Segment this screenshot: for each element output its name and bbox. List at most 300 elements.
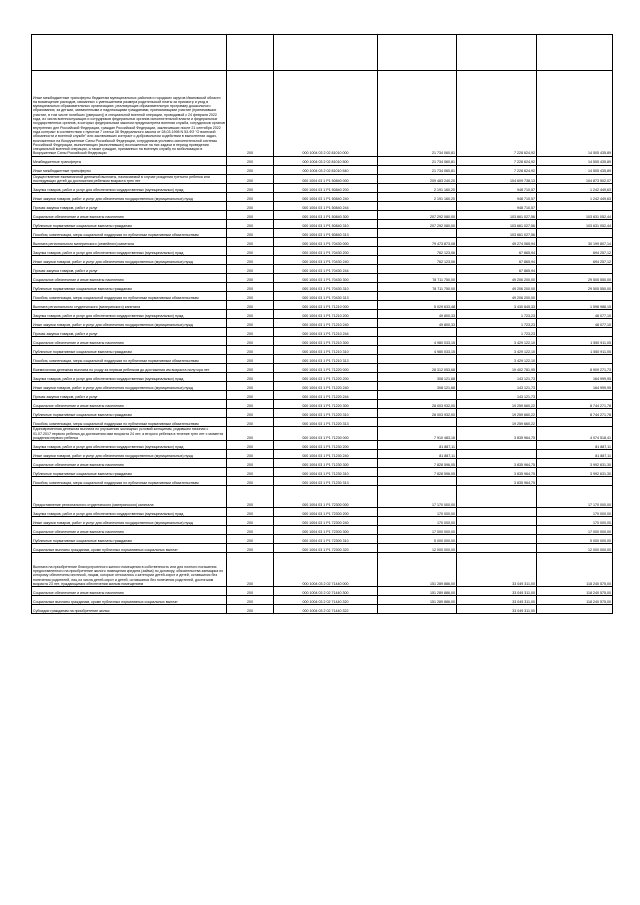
row-executed-cell: 948 710,57	[457, 202, 537, 211]
row-name-cell: Иные закупки товаров, работ и услуг для обеспечения государственных (муниципальных) нужд	[32, 193, 227, 202]
row-approved-cell: 2 191 160,20	[378, 193, 457, 202]
table-row	[32, 526, 613, 535]
table-row	[32, 517, 613, 526]
row-approved-cell: 49 800,33	[378, 310, 457, 319]
row-name-cell: Выплата регионального материнского (семейного) капитала	[32, 238, 227, 247]
row-subsection-cell: 200	[227, 391, 274, 400]
row-remaining-cell: 103 631 052,44	[537, 211, 613, 220]
row-remaining-cell	[537, 391, 613, 400]
row-approved-cell: 81 887,11	[378, 450, 457, 459]
row-subsection-cell: 200	[227, 596, 274, 605]
row-subsection-cell: 200	[227, 238, 274, 247]
row-name-cell: Прочая закупка товаров, работ и услуг	[32, 202, 227, 211]
row-executed-cell	[457, 486, 537, 508]
row-code-cell: 000 1004 03 1 P1 70430 244	[274, 265, 378, 274]
row-subsection-cell: 200	[227, 292, 274, 301]
row-executed-cell: 103 661 027,56	[457, 220, 537, 229]
row-subsection-cell: 200	[227, 373, 274, 382]
row-remaining-cell: 170 000,00	[537, 517, 613, 526]
row-remaining-cell: 17 000 000,00	[537, 526, 613, 535]
row-approved-cell: 151 289 886,00	[378, 596, 457, 605]
row-executed-cell: 3 835 964,75	[457, 477, 537, 486]
row-executed-cell: 3 429 122,10	[457, 355, 537, 364]
row-subsection-cell: 200	[227, 319, 274, 328]
row-subsection-cell: 200	[227, 174, 274, 184]
row-approved-cell: 151 289 886,00	[378, 587, 457, 596]
row-subsection-cell: 200	[227, 337, 274, 346]
budget-table	[31, 34, 613, 614]
row-executed-cell	[457, 526, 537, 535]
table-row	[32, 400, 613, 409]
table-row	[32, 391, 613, 400]
row-remaining-cell: 1 550 911,05	[537, 346, 613, 355]
row-name-cell: Социальное обеспечение и иные выплаты населению	[32, 400, 227, 409]
row-remaining-cell	[537, 605, 613, 614]
row-remaining-cell: 5 000 000,00	[537, 535, 613, 544]
row-subsection-cell: 200	[227, 220, 274, 229]
row-executed-cell: 3 835 964,75	[457, 468, 537, 477]
row-approved-cell: 79 473 873,08	[378, 238, 457, 247]
row-executed-cell	[457, 450, 537, 459]
row-executed-cell: 1 723,23	[457, 328, 537, 337]
row-code-cell: 000 1004 03 1 P1 50840 313	[274, 229, 378, 238]
row-name-cell: Публичные нормативные социальные выплаты гражданам	[32, 409, 227, 418]
row-executed-cell	[457, 508, 537, 517]
row-code-cell: 000 1004 03 1 P1 71230 240	[274, 450, 378, 459]
row-remaining-cell: 14 505 435,89	[537, 156, 613, 165]
row-subsection-cell: 200	[227, 328, 274, 337]
row-code-cell: 000 1004 03 1 P1 70430 300	[274, 274, 378, 283]
row-name-cell: Публичные нормативные социальные выплаты гражданам	[32, 283, 227, 292]
row-executed-cell: 948 710,57	[457, 184, 537, 193]
row-approved-cell: 21 734 060,81	[378, 71, 457, 157]
row-approved-cell: 28 312 053,68	[378, 364, 457, 373]
row-remaining-cell: 81 887,11	[537, 441, 613, 450]
row-approved-cell: 5 029 633,48	[378, 301, 457, 310]
table-row	[32, 418, 613, 427]
row-code-cell: 000 1004 03 1 P1 70430 310	[274, 283, 378, 292]
row-name-cell: Пособия, компенсации, меры социальной поддержки по публичным нормативным обязательствам	[32, 292, 227, 301]
row-code-cell: 000 1004 03 1 P1 70430 313	[274, 292, 378, 301]
row-code-cell: 000 1004 03 1 P1 72300 240	[274, 517, 378, 526]
spacer-cell	[537, 35, 613, 71]
table-row	[32, 605, 613, 614]
spacer-cell	[457, 35, 537, 71]
row-executed-cell	[457, 544, 537, 553]
row-subsection-cell: 200	[227, 605, 274, 614]
row-subsection-cell: 200	[227, 427, 274, 441]
row-subsection-cell: 200	[227, 382, 274, 391]
row-code-cell: 000 1004 03 1 P1 71220 200	[274, 373, 378, 382]
row-subsection-cell: 200	[227, 274, 274, 283]
row-executed-cell: 1 723,23	[457, 319, 537, 328]
table-row	[32, 553, 613, 587]
table-row	[32, 165, 613, 174]
row-approved-cell: 151 289 886,00	[378, 553, 457, 587]
row-name-cell: Социальное обеспечение и иные выплаты населению	[32, 211, 227, 220]
row-name-cell: Единовременная денежная выплата по улучшению жилищных условий женщинам, родившим начиная с 01.07.2017 первого ребенка до достижения ими возраста 24 лет, а второго ребенка в течение трех лет с момента рождения первого ребенка	[32, 427, 227, 441]
row-remaining-cell	[537, 477, 613, 486]
row-name-cell: Иные закупки товаров, работ и услуг для обеспечения государственных (муниципальных) нужд	[32, 319, 227, 328]
row-name-cell: Социальные выплаты гражданам, кроме публичных нормативных социальных выплат	[32, 544, 227, 553]
row-name-cell: Пособия, компенсации, меры социальной поддержки по публичным нормативным обязательствам	[32, 418, 227, 427]
row-remaining-cell	[537, 418, 613, 427]
row-approved-cell	[378, 477, 457, 486]
row-executed-cell: 67 865,94	[457, 256, 537, 265]
row-subsection-cell: 200	[227, 477, 274, 486]
row-subsection-cell: 200	[227, 301, 274, 310]
row-approved-cell: 207 292 080,00	[378, 220, 457, 229]
table-row	[32, 364, 613, 373]
row-code-cell: 000 1004 03 1 P1 71220 240	[274, 382, 378, 391]
row-code-cell: 000 1004 03 1 P1 71230 313	[274, 477, 378, 486]
row-approved-cell: 5 000 000,00	[378, 535, 457, 544]
row-name-cell: Прочая закупка товаров, работ и услуг	[32, 265, 227, 274]
row-code-cell: 000 1004 03 1 P1 71230 000	[274, 427, 378, 441]
row-code-cell: 000 1004 03 1 P1 50840 244	[274, 202, 378, 211]
row-code-cell: 000 1004 03 1 P1 71210 200	[274, 310, 378, 319]
row-remaining-cell: 1 550 911,05	[537, 337, 613, 346]
row-executed-cell: 33 049 311,00	[457, 596, 537, 605]
row-executed-cell: 104 609 738,13	[457, 174, 537, 184]
row-subsection-cell: 200	[227, 459, 274, 468]
row-approved-cell	[378, 292, 457, 301]
row-approved-cell	[378, 265, 457, 274]
row-code-cell: 000 1004 03 1 P1 71220 000	[274, 364, 378, 373]
row-executed-cell: 7 228 624,92	[457, 165, 537, 174]
table-row	[32, 184, 613, 193]
row-remaining-cell: 103 631 052,44	[537, 220, 613, 229]
row-code-cell: 000 1004 03 1 P1 70430 240	[274, 256, 378, 265]
row-remaining-cell: 12 000 000,00	[537, 544, 613, 553]
row-remaining-cell: 694 257,12	[537, 247, 613, 256]
row-executed-cell	[457, 517, 537, 526]
row-code-cell: 000 1004 03 1 P1 50840 310	[274, 220, 378, 229]
row-code-cell: 000 1004 03 1 P1 50840 200	[274, 184, 378, 193]
row-approved-cell	[378, 229, 457, 238]
row-approved-cell: 7 828 596,05	[378, 468, 457, 477]
row-name-cell: Публичные нормативные социальные выплаты гражданам	[32, 220, 227, 229]
row-subsection-cell: 200	[227, 156, 274, 165]
row-executed-cell: 3 429 122,10	[457, 346, 537, 355]
row-name-cell: Закупка товаров, работ и услуг для обеспечения государственных (муниципальных) нужд	[32, 247, 227, 256]
table-row	[32, 238, 613, 247]
row-remaining-cell: 4 074 518,41	[537, 427, 613, 441]
row-subsection-cell: 200	[227, 468, 274, 477]
table-row	[32, 535, 613, 544]
row-approved-cell: 207 292 080,00	[378, 211, 457, 220]
row-subsection-cell: 200	[227, 418, 274, 427]
row-approved-cell	[378, 355, 457, 364]
table-row	[32, 544, 613, 553]
row-approved-cell	[378, 202, 457, 211]
table-row	[32, 256, 613, 265]
table-row	[32, 193, 613, 202]
table-row	[32, 274, 613, 283]
row-executed-cell: 948 710,57	[457, 193, 537, 202]
row-code-cell: 000 1004 03 1 P1 71210 000	[274, 301, 378, 310]
row-subsection-cell: 200	[227, 409, 274, 418]
row-subsection-cell: 200	[227, 256, 274, 265]
row-executed-cell: 49 206 200,00	[457, 283, 537, 292]
table-row	[32, 211, 613, 220]
row-approved-cell: 4 980 033,15	[378, 346, 457, 355]
row-approved-cell: 170 000,00	[378, 517, 457, 526]
row-remaining-cell: 8 744 271,78	[537, 409, 613, 418]
row-remaining-cell: 29 505 550,00	[537, 274, 613, 283]
row-code-cell: 000 1004 03 1 P1 71210 313	[274, 355, 378, 364]
row-name-cell: Субсидии гражданам на приобретение жилья	[32, 605, 227, 614]
table-row	[32, 174, 613, 184]
row-subsection-cell: 200	[227, 247, 274, 256]
row-remaining-cell: 48 077,10	[537, 310, 613, 319]
row-executed-cell: 67 865,94	[457, 265, 537, 274]
row-executed-cell: 49 206 200,00	[457, 292, 537, 301]
row-remaining-cell: 8 744 271,78	[537, 400, 613, 409]
row-executed-cell	[457, 535, 537, 544]
row-remaining-cell: 3 992 631,30	[537, 468, 613, 477]
row-name-cell: Социальные выплаты гражданам, кроме публичных нормативных социальных выплат	[32, 596, 227, 605]
row-subsection-cell: 200	[227, 587, 274, 596]
row-name-cell: Закупка товаров, работ и услуг для обеспечения государственных (муниципальных) нужд	[32, 508, 227, 517]
row-subsection-cell: 200	[227, 165, 274, 174]
row-approved-cell: 17 170 000,00	[378, 486, 457, 508]
budget-table-body	[32, 35, 613, 614]
row-code-cell: 000 1004 03 2 02 71440 320	[274, 596, 378, 605]
row-code-cell: 000 1004 03 2 02 71440 000	[274, 553, 378, 587]
row-code-cell: 000 1004 03 1 P1 71230 300	[274, 459, 378, 468]
row-name-cell: Выплата регионального студенческого (материнского) капитала	[32, 301, 227, 310]
spacer-cell	[378, 35, 457, 71]
table-row	[32, 441, 613, 450]
row-subsection-cell: 200	[227, 526, 274, 535]
row-name-cell: Иные закупки товаров, работ и услуг для обеспечения государственных (муниципальных) нужд	[32, 450, 227, 459]
row-subsection-cell: 200	[227, 450, 274, 459]
row-code-cell: 000 1004 03 1 P1 71230 310	[274, 468, 378, 477]
row-name-cell: Публичные нормативные социальные выплаты гражданам	[32, 346, 227, 355]
row-approved-cell	[378, 328, 457, 337]
row-subsection-cell: 200	[227, 202, 274, 211]
row-approved-cell	[378, 605, 457, 614]
row-code-cell: 000 1004 03 2 02 81010 500	[274, 156, 378, 165]
spacer-cell	[274, 35, 378, 71]
row-code-cell: 000 1004 03 1 P1 50840 240	[274, 193, 378, 202]
row-approved-cell: 209 483 240,20	[378, 174, 457, 184]
row-approved-cell: 2 191 160,20	[378, 184, 457, 193]
row-approved-cell: 21 734 060,81	[378, 165, 457, 174]
row-approved-cell: 12 000 000,00	[378, 544, 457, 553]
row-remaining-cell	[537, 202, 613, 211]
table-row	[32, 346, 613, 355]
row-remaining-cell: 164 999,95	[537, 382, 613, 391]
row-subsection-cell: 200	[227, 508, 274, 517]
row-executed-cell	[457, 441, 537, 450]
row-executed-cell: 3 835 964,75	[457, 427, 537, 441]
row-executed-cell: 19 259 660,22	[457, 400, 537, 409]
table-row	[32, 373, 613, 382]
row-name-cell: Иные закупки товаров, работ и услуг для обеспечения государственных (муниципальных) нужд	[32, 382, 227, 391]
table-row	[32, 508, 613, 517]
row-name-cell: Закупка товаров, работ и услуг для обеспечения государственных (муниципальных) нужд	[32, 373, 227, 382]
row-subsection-cell: 200	[227, 265, 274, 274]
row-name-cell: Предоставление регионального студенческого (материнского) капитала	[32, 486, 227, 508]
table-spacer-row	[32, 35, 613, 71]
row-remaining-cell: 48 077,10	[537, 319, 613, 328]
table-row	[32, 202, 613, 211]
row-executed-cell: 7 228 624,92	[457, 71, 537, 157]
row-remaining-cell: 118 240 575,00	[537, 587, 613, 596]
row-code-cell: 000 1004 03 1 P1 50840 000	[274, 174, 378, 184]
row-executed-cell: 33 049 311,00	[457, 605, 537, 614]
table-row	[32, 468, 613, 477]
row-subsection-cell: 200	[227, 229, 274, 238]
row-executed-cell: 3 430 845,33	[457, 301, 537, 310]
table-row	[32, 247, 613, 256]
row-approved-cell: 308 121,68	[378, 373, 457, 382]
row-approved-cell: 7 910 483,16	[378, 427, 457, 441]
spacer-cell	[227, 35, 274, 71]
table-row	[32, 301, 613, 310]
table-row	[32, 450, 613, 459]
row-subsection-cell: 200	[227, 71, 274, 157]
row-subsection-cell: 200	[227, 193, 274, 202]
row-name-cell: Социальное обеспечение и иные выплаты населению	[32, 587, 227, 596]
table-row	[32, 265, 613, 274]
row-subsection-cell: 200	[227, 486, 274, 508]
row-code-cell: 000 1004 03 1 P1 71210 300	[274, 337, 378, 346]
row-code-cell: 000 1004 03 1 P1 50840 300	[274, 211, 378, 220]
row-code-cell: 000 1004 03 1 P1 71210 310	[274, 346, 378, 355]
row-name-cell: Иные закупки товаров, работ и услуг для обеспечения государственных (муниципальных) нужд	[32, 256, 227, 265]
row-remaining-cell	[537, 229, 613, 238]
table-row	[32, 427, 613, 441]
row-name-cell: Публичные нормативные социальные выплаты гражданам	[32, 468, 227, 477]
row-approved-cell: 28 003 932,00	[378, 409, 457, 418]
row-name-cell: Межбюджетные трансферты	[32, 156, 227, 165]
row-remaining-cell: 694 257,12	[537, 256, 613, 265]
row-executed-cell: 143 121,73	[457, 391, 537, 400]
row-approved-cell: 4 980 033,15	[378, 337, 457, 346]
row-code-cell: 000 1004 03 1 P1 72300 200	[274, 508, 378, 517]
row-code-cell: 000 1004 03 1 P1 71210 244	[274, 328, 378, 337]
row-remaining-cell	[537, 292, 613, 301]
row-name-cell: Иные закупки товаров, работ и услуг для обеспечения государственных (муниципальных) нужд	[32, 517, 227, 526]
row-remaining-cell: 17 170 000,00	[537, 486, 613, 508]
row-executed-cell: 143 121,73	[457, 382, 537, 391]
row-subsection-cell: 200	[227, 310, 274, 319]
row-approved-cell: 308 121,68	[378, 382, 457, 391]
row-code-cell: 000 1004 03 1 P1 71220 313	[274, 418, 378, 427]
row-remaining-cell: 104 873 502,07	[537, 174, 613, 184]
row-name-cell: Закупка товаров, работ и услуг для обеспечения государственных (муниципальных) нужд	[32, 310, 227, 319]
row-approved-cell: 49 800,33	[378, 319, 457, 328]
row-name-cell: Социальное обеспечение и иные выплаты населению	[32, 274, 227, 283]
row-name-cell: Пособия, компенсации, меры социальной поддержки по публичным нормативным обязательствам	[32, 229, 227, 238]
table-row	[32, 459, 613, 468]
row-approved-cell	[378, 391, 457, 400]
row-remaining-cell: 1 242 449,63	[537, 184, 613, 193]
row-name-cell: Закупка товаров, работ и услуг для обеспечения государственных (муниципальных) нужд	[32, 184, 227, 193]
row-executed-cell: 7 228 624,92	[457, 156, 537, 165]
table-row	[32, 337, 613, 346]
row-code-cell: 000 1004 03 1 P1 71220 244	[274, 391, 378, 400]
row-subsection-cell: 200	[227, 346, 274, 355]
row-code-cell: 000 1004 03 1 P1 71210 240	[274, 319, 378, 328]
row-name-cell: Прочая закупка товаров, работ и услуг	[32, 391, 227, 400]
row-code-cell: 000 1004 03 1 P1 71220 300	[274, 400, 378, 409]
row-code-cell: 000 1004 03 1 P1 71230 200	[274, 441, 378, 450]
row-name-cell: Пособия, компенсации, меры социальной поддержки по публичным нормативным обязательствам	[32, 477, 227, 486]
table-row	[32, 587, 613, 596]
row-name-cell: Социальное обеспечение и иные выплаты населению	[32, 337, 227, 346]
row-remaining-cell: 164 999,95	[537, 373, 613, 382]
row-remaining-cell: 170 000,00	[537, 508, 613, 517]
row-executed-cell: 33 049 311,00	[457, 587, 537, 596]
row-approved-cell: 21 734 060,81	[378, 156, 457, 165]
row-executed-cell: 19 259 660,22	[457, 418, 537, 427]
row-name-cell: Ежемесячная денежная выплата по уходу за первым ребенком до достижения им возраста полутора лет	[32, 364, 227, 373]
table-row	[32, 319, 613, 328]
row-remaining-cell: 118 240 575,00	[537, 596, 613, 605]
row-name-cell: Выплата на приобретение благоустроенного жилого помещения в собственность или для полного погашения предоставленного на приобретение жилого помещения кредита (займа) по договору, обязательства заемщика по которому обеспечены ипотекой, лицам, которые относились к категории детей-сирот и детей, оставшихся без попечения родителей, лиц из числа детей-сирот и детей, оставшихся без попечения родителей, достигшим возраста 23 лет, нуждающимся обеспечении жилым помещением	[32, 553, 227, 587]
row-remaining-cell: 81 887,11	[537, 450, 613, 459]
row-executed-cell: 19 402 781,95	[457, 364, 537, 373]
row-remaining-cell	[537, 355, 613, 364]
table-row	[32, 328, 613, 337]
row-code-cell: 000 1004 03 1 P1 72300 310	[274, 535, 378, 544]
row-name-cell: Закупка товаров, работ и услуг для обеспечения государственных (муниципальных) нужд	[32, 441, 227, 450]
row-code-cell: 000 1004 03 2 02 81010 540	[274, 165, 378, 174]
row-subsection-cell: 200	[227, 184, 274, 193]
row-remaining-cell	[537, 265, 613, 274]
row-remaining-cell: 3 992 631,30	[537, 459, 613, 468]
row-approved-cell: 7 828 596,05	[378, 459, 457, 468]
row-executed-cell: 3 835 964,75	[457, 459, 537, 468]
row-subsection-cell: 200	[227, 283, 274, 292]
table-row	[32, 486, 613, 508]
row-remaining-cell: 1 598 988,15	[537, 301, 613, 310]
row-subsection-cell: 200	[227, 364, 274, 373]
row-approved-cell	[378, 418, 457, 427]
row-name-cell: Иные межбюджетные трансферты бюджетам муниципальных районов и городских округов Ивановской области на возмещение расходов, связанных с уменьшением размера родительской платы за присмотр и уход в муниципальных образовательных организациях, реализующих образовательную программу дошкольного образования, за детьми, захваченными и надлежащими гражданами, принимающими участие (принимавших участие, в том числе погибших (умерших)) в специальной военной операции, проводимой с 24 февраля 2022 года, из числа военнослужащих и сотрудников федеральных органов исполнительной власти и федеральных государственных органов, в которых федеральным законом предусмотрена военная служба, сотрудников органов внутренних дел Российской Федерации, граждан Российской Федерации, заключивших после 21 сентября 2022 года контракт в соответствии с пунктом 7 статьи 38 Федерального закона от 28.03.1998 N 53-ФЗ "О воинской обязанности и военной службе" или заключивших контракт о добровольном содействии в выполнении задач, возложенных на Вооруженные Силы Российской Федерации, сотрудников уголовно-исполнительной системы Российской Федерации, выполняющих (выполнявших) возложенные на них задачи в период проведения специальной военной операции, а также граждан, призванных на военную службу по мобилизации в Вооруженные Силы Российской Федерации	[32, 71, 227, 157]
row-remaining-cell: 1 242 449,63	[537, 193, 613, 202]
row-remaining-cell: 30 199 807,14	[537, 238, 613, 247]
row-executed-cell: 49 274 065,94	[457, 238, 537, 247]
row-name-cell: Социальное обеспечение и иные выплаты населению	[32, 526, 227, 535]
row-approved-cell: 170 000,00	[378, 508, 457, 517]
row-approved-cell: 28 003 932,00	[378, 400, 457, 409]
row-executed-cell: 1 723,23	[457, 310, 537, 319]
row-name-cell: Пособия, компенсации, меры социальной поддержки по публичным нормативным обязательствам	[32, 355, 227, 364]
row-code-cell: 000 1004 03 2 02 71440 300	[274, 587, 378, 596]
row-approved-cell: 762 123,06	[378, 256, 457, 265]
row-remaining-cell: 14 505 435,89	[537, 71, 613, 157]
row-subsection-cell: 200	[227, 441, 274, 450]
table-row	[32, 310, 613, 319]
row-executed-cell: 103 661 027,56	[457, 211, 537, 220]
row-executed-cell: 19 259 660,22	[457, 409, 537, 418]
table-row	[32, 220, 613, 229]
row-approved-cell: 762 123,06	[378, 247, 457, 256]
row-code-cell: 000 1004 03 1 P1 71220 310	[274, 409, 378, 418]
row-approved-cell: 78 711 750,00	[378, 274, 457, 283]
row-executed-cell: 143 121,73	[457, 373, 537, 382]
table-row	[32, 409, 613, 418]
row-remaining-cell	[537, 328, 613, 337]
row-subsection-cell: 200	[227, 535, 274, 544]
row-subsection-cell: 200	[227, 211, 274, 220]
table-row	[32, 382, 613, 391]
